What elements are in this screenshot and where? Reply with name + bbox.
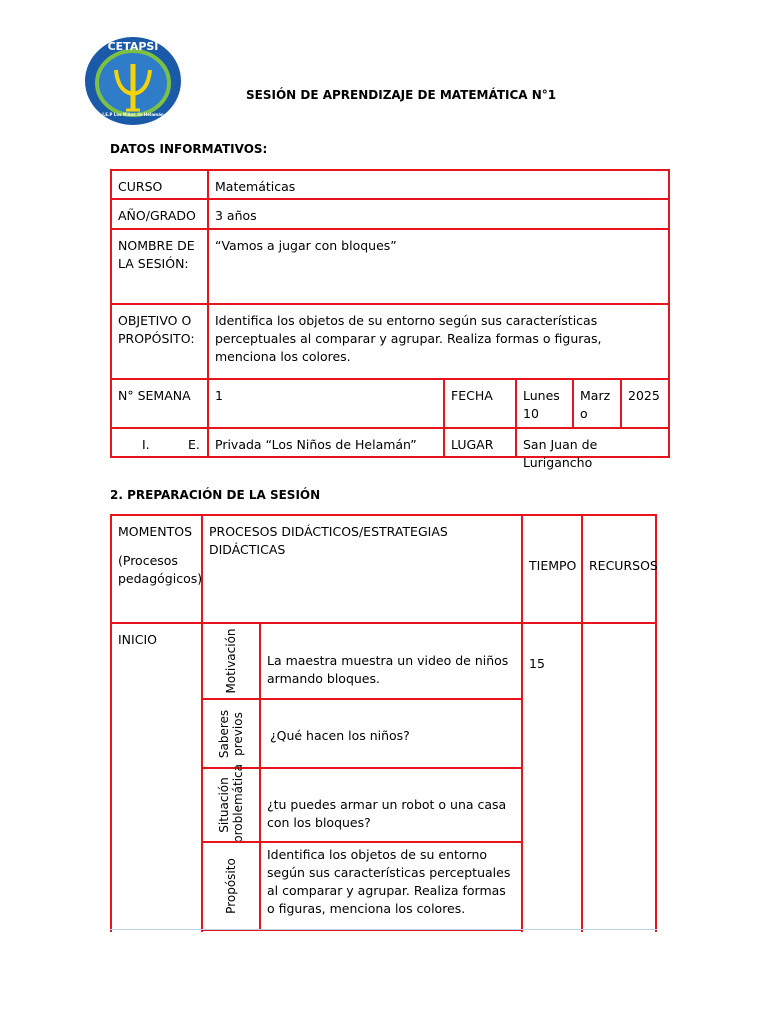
phase-motivacion-cell <box>201 622 261 700</box>
semana-label-cell <box>110 378 209 429</box>
fecha-label-cell <box>443 378 517 429</box>
strategy-proposito-cell <box>259 841 523 931</box>
nombre-label: NOMBRE DE LA SESIÓN: <box>118 238 195 271</box>
phase-proposito-cell <box>201 841 261 931</box>
recursos-header-cell <box>581 514 657 624</box>
curso-label: CURSO <box>118 179 163 194</box>
grado-value: 3 años <box>215 208 257 223</box>
objetivo-label-cell <box>110 303 209 380</box>
grado-label: AÑO/GRADO <box>118 208 196 223</box>
curso-value: Matemáticas <box>215 179 296 194</box>
table-bottom-rule <box>110 929 657 930</box>
tiempo-header: TIEMPO <box>529 558 577 573</box>
strategy-motivacion-cell <box>259 622 523 700</box>
logo-subtitle: I.E.P Los Niños de Helamán <box>102 112 164 117</box>
objetivo-value-cell <box>207 303 670 380</box>
semana-value: 1 <box>215 388 223 403</box>
objetivo-label: OBJETIVO O PROPÓSITO: <box>118 313 195 346</box>
phase-saberes-cell <box>201 698 261 769</box>
fecha-day-cell <box>515 378 574 429</box>
lugar-value-cell <box>515 427 670 470</box>
semana-label: N° SEMANA <box>118 388 191 403</box>
fecha-month-cell <box>572 378 622 429</box>
nombre-value: “Vamos a jugar con bloques” <box>215 238 397 253</box>
fecha-day: Lunes 10 <box>523 388 560 421</box>
section-heading-preparacion: 2. PREPARACIÓN DE LA SESIÓN <box>110 488 321 502</box>
inicio-cell <box>110 622 203 932</box>
strategy-situacion-cell <box>259 767 523 843</box>
logo-name: CETAPSI <box>107 40 159 53</box>
ie-value: Privada “Los Niños de Helamán” <box>215 437 417 452</box>
strategy-situacion: ¿tu puedes armar un robot o una casa con los bloques? <box>267 797 507 830</box>
procesos-header: PROCESOS DIDÁCTICOS/ESTRATEGIAS DIDÁCTICAS <box>209 524 448 557</box>
semana-value-cell <box>207 378 445 429</box>
lugar-label: LUGAR <box>451 437 494 452</box>
recursos-inicio-cell <box>581 622 657 932</box>
objetivo-value: Identifica los objetos de su entorno según sus características perceptuales al comparar y agrupar. Realiza formas o figuras, menciona los colores. <box>215 313 602 364</box>
fecha-year-cell <box>620 378 670 429</box>
tiempo-inicio: 15 <box>529 656 545 671</box>
school-logo <box>84 36 182 126</box>
ie-label-cell <box>110 427 209 458</box>
tiempo-inicio-cell <box>521 622 583 932</box>
phase-proposito: Propósito <box>224 858 238 914</box>
phase-situacion: Situación problemática <box>217 764 245 843</box>
inicio-label: INICIO <box>118 632 157 647</box>
lugar-value: San Juan de Lurigancho <box>523 437 598 470</box>
strategy-saberes: ¿Qué hacen los niños? <box>270 728 410 743</box>
lugar-label-cell <box>443 427 517 458</box>
procesos-header-cell <box>201 514 523 624</box>
momentos-header-cell <box>110 514 203 624</box>
strategy-motivacion: La maestra muestra un video de niños armando bloques. <box>267 653 509 686</box>
page-title: SESIÓN DE APRENDIZAJE DE MATEMÁTICA N°1 <box>246 88 557 102</box>
momentos-subheader: (Procesos pedagógicos) <box>118 553 203 586</box>
section-heading-datos: DATOS INFORMATIVOS: <box>110 142 268 156</box>
phase-motivacion: Motivación <box>224 628 238 694</box>
phase-situacion-cell <box>201 764 261 843</box>
curso-value-cell <box>207 169 670 200</box>
momentos-header: MOMENTOS <box>118 524 193 539</box>
grado-label-cell <box>110 198 209 230</box>
ie-label-second: E. <box>188 437 200 452</box>
fecha-label: FECHA <box>451 388 493 403</box>
fecha-month: Marz o <box>580 388 611 421</box>
ie-label-first: I. <box>142 437 150 452</box>
recursos-header: RECURSOS <box>589 558 658 573</box>
ie-value-cell <box>207 427 445 458</box>
grado-value-cell <box>207 198 670 230</box>
strategy-proposito: Identifica los objetos de su entorno según sus características perceptuales al comparar y agrupar. Realiza formas o figuras, menciona los colores. <box>267 847 511 916</box>
nombre-label-cell <box>110 228 209 305</box>
tiempo-header-cell <box>521 514 583 624</box>
fecha-year: 2025 <box>628 388 660 403</box>
curso-label-cell <box>110 169 209 200</box>
strategy-saberes-cell <box>259 698 523 769</box>
nombre-value-cell <box>207 228 670 305</box>
phase-saberes: Saberes previos <box>217 709 245 758</box>
